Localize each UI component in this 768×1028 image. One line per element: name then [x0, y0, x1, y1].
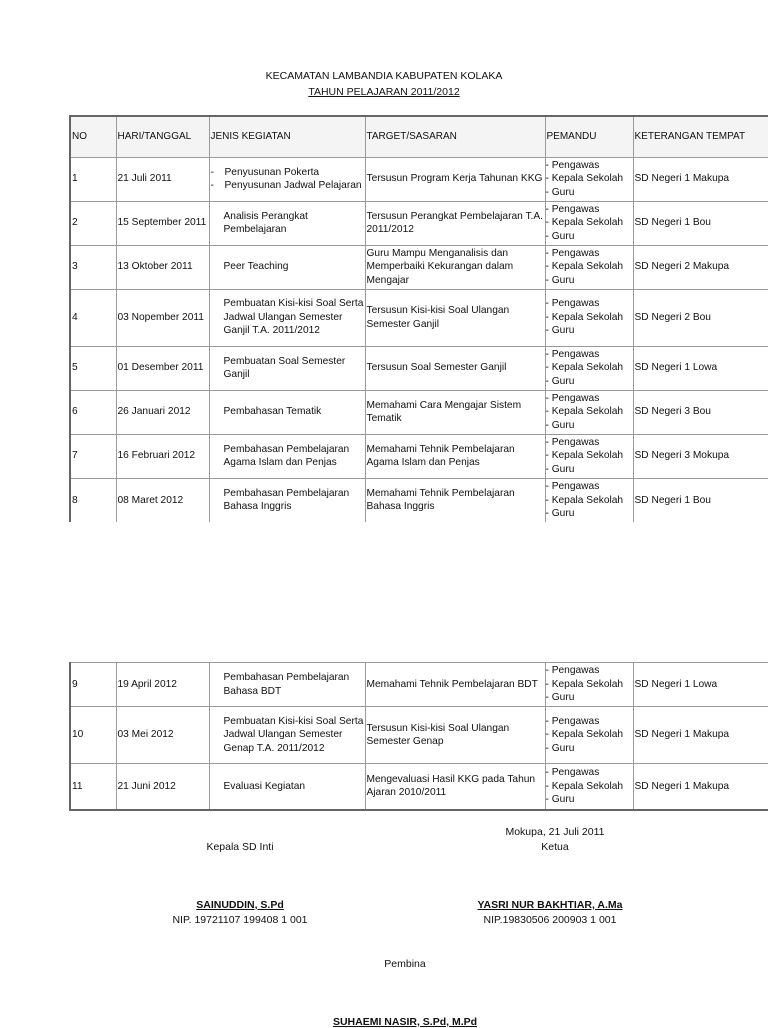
row-guides: [545, 201, 633, 245]
row-activity: Analisis Perangkat Pembelajaran: [209, 201, 365, 245]
place-date: Mokupa, 21 Juli 2011: [505, 826, 605, 838]
guide-item: - Guru: [545, 274, 575, 286]
row-no: 1: [70, 157, 116, 201]
guide-item: - Kepala Sekolah: [545, 406, 624, 418]
left-signer-title: Kepala SD Inti: [206, 841, 274, 853]
guide-item: - Pengawas: [545, 665, 600, 677]
row-guides: [545, 245, 633, 289]
row-activity: Pembuatan Kisi-kisi Soal Serta Jadwal Ulangan Semester Ganjil T.A. 2011/2012: [209, 289, 365, 346]
row-activity: Pembahasan Pembelajaran Bahasa BDT: [209, 663, 365, 707]
table-row: [70, 434, 768, 478]
guide-item: - Guru: [545, 419, 575, 431]
row-guides: [545, 707, 633, 764]
row-activity: Pembahasan Pembelajaran Bahasa Inggris: [209, 478, 365, 522]
row-guides: [545, 157, 633, 201]
row-guides: [545, 663, 633, 707]
row-target: Memahami Tehnik Pembelajaran Bahasa Inggris: [365, 478, 545, 522]
row-place: SD Negeri 2 Bou: [633, 289, 768, 346]
col-header-place: KETERANGAN TEMPAT: [633, 116, 768, 157]
guide-item: - Guru: [545, 508, 575, 519]
row-date: 21 Juni 2012: [116, 764, 209, 810]
guide-item: - Pengawas: [545, 715, 600, 727]
school-year-heading: TAHUN PELAJARAN 2011/2012: [308, 86, 460, 98]
row-target: Memahami Tehnik Pembelajaran BDT: [365, 663, 545, 707]
row-no: 6: [70, 390, 116, 434]
row-guides: [545, 289, 633, 346]
row-guides: [545, 434, 633, 478]
row-activity: Evaluasi Kegiatan: [209, 764, 365, 810]
left-signer-nip: NIP. 19721107 199408 1 001: [172, 914, 308, 926]
guide-item: - Guru: [545, 692, 575, 704]
row-date: 01 Desember 2011: [116, 346, 209, 390]
table-row: [70, 663, 768, 707]
row-target: Tersusun Soal Semester Ganjil: [365, 346, 545, 390]
guide-item: - Guru: [545, 794, 575, 805]
guide-item: - Guru: [545, 230, 575, 242]
row-date: 26 Januari 2012: [116, 390, 209, 434]
row-no: 10: [70, 707, 116, 764]
schedule-table-part-1: [69, 115, 768, 522]
guide-item: - Pengawas: [545, 392, 600, 404]
row-place: SD Negeri 2 Makupa: [633, 245, 768, 289]
row-target: Memahami Tehnik Pembelajaran Agama Islam dan Penjas: [365, 434, 545, 478]
row-target: Mengevaluasi Hasil KKG pada Tahun Ajaran 2010/2011: [365, 764, 545, 810]
col-header-target: TARGET/SASARAN: [365, 116, 545, 157]
row-place: SD Negeri 1 Makupa: [633, 157, 768, 201]
row-date: 03 Mei 2012: [116, 707, 209, 764]
row-place: SD Negeri 3 Bou: [633, 390, 768, 434]
row-no: 8: [70, 478, 116, 522]
row-no: 3: [70, 245, 116, 289]
table-header-row: [70, 116, 768, 157]
row-activity: [209, 157, 365, 201]
guide-item: - Guru: [545, 186, 575, 198]
right-signer-name: YASRI NUR BAKHTIAR, A.Ma: [477, 899, 623, 911]
row-guides: [545, 764, 633, 810]
guide-item: - Pengawas: [545, 348, 600, 360]
patron-name: SUHAEMI NASIR, S.Pd, M.Pd: [332, 1016, 478, 1028]
col-header-guide: PEMANDU: [545, 116, 633, 157]
guide-item: - Pengawas: [545, 436, 600, 448]
row-date: 15 September 2011: [116, 201, 209, 245]
guide-item: - Kepala Sekolah: [545, 362, 624, 374]
guide-item: - Kepala Sekolah: [545, 780, 624, 792]
col-header-no: NO: [70, 116, 116, 157]
table-row: [70, 346, 768, 390]
guide-item: - Kepala Sekolah: [545, 678, 624, 690]
row-no: 9: [70, 663, 116, 707]
guide-item: - Kepala Sekolah: [545, 311, 624, 323]
row-place: SD Negeri 1 Makupa: [633, 707, 768, 764]
row-no: 4: [70, 289, 116, 346]
guide-item: - Guru: [545, 375, 575, 387]
col-header-date: HARI/TANGGAL: [116, 116, 209, 157]
table-row: [70, 289, 768, 346]
table-row: [70, 157, 768, 201]
row-date: 13 Oktober 2011: [116, 245, 209, 289]
row-place: SD Negeri 1 Lowa: [633, 663, 768, 707]
guide-item: - Pengawas: [545, 203, 600, 215]
row-no: 7: [70, 434, 116, 478]
table-row: [70, 764, 768, 810]
row-place: SD Negeri 1 Makupa: [633, 764, 768, 810]
right-signer-nip: NIP.19830506 200903 1 001: [483, 914, 617, 926]
row-no: 5: [70, 346, 116, 390]
row-place: SD Negeri 1 Lowa: [633, 346, 768, 390]
guide-item: - Pengawas: [545, 481, 600, 492]
guide-item: - Guru: [545, 463, 575, 475]
row-target: Tersusun Kisi-kisi Soal Ulangan Semester Ganjil: [365, 289, 545, 346]
guide-item: - Pengawas: [545, 298, 600, 310]
row-target: Tersusun Kisi-kisi Soal Ulangan Semester Genap: [365, 707, 545, 764]
activity-item: - Penyusunan Jadwal Pelajaran: [211, 179, 364, 193]
row-date: 19 April 2012: [116, 663, 209, 707]
row-date: 21 Juli 2011: [116, 157, 209, 201]
table-row: [70, 478, 768, 522]
row-place: SD Negeri 3 Mokupa: [633, 434, 768, 478]
table-row: [70, 390, 768, 434]
row-activity: Peer Teaching: [209, 245, 365, 289]
row-date: 08 Maret 2012: [116, 478, 209, 522]
row-guides: [545, 390, 633, 434]
row-date: 03 Nopember 2011: [116, 289, 209, 346]
row-guides: [545, 478, 633, 522]
row-target: Memahami Cara Mengajar Sistem Tematik: [365, 390, 545, 434]
table-row: [70, 245, 768, 289]
activity-item: - Penyusunan Pokerta: [211, 166, 364, 180]
schedule-table-part-2: [69, 662, 768, 811]
row-activity: Pembuatan Kisi-kisi Soal Serta Jadwal Ulangan Semester Genap T.A. 2011/2012: [209, 707, 365, 764]
row-guides: [545, 346, 633, 390]
row-target: Tersusun Perangkat Pembelajaran T.A. 2011/2012: [365, 201, 545, 245]
left-signer-name: SAINUDDIN, S.Pd: [196, 899, 284, 911]
guide-item: - Pengawas: [545, 767, 600, 778]
guide-item: - Pengawas: [545, 247, 600, 259]
row-target: Tersusun Program Kerja Tahunan KKG: [365, 157, 545, 201]
row-date: 16 Februari 2012: [116, 434, 209, 478]
row-activity: Pembahasan Tematik: [209, 390, 365, 434]
table-row: [70, 201, 768, 245]
guide-item: - Kepala Sekolah: [545, 173, 624, 185]
table-row: [70, 707, 768, 764]
row-place: SD Negeri 1 Bou: [633, 478, 768, 522]
row-target: Guru Mampu Menganalisis dan Memperbaiki Kekurangan dalam Mengajar: [365, 245, 545, 289]
patron-title: Pembina: [384, 958, 426, 970]
right-signer-title: Ketua: [541, 841, 569, 853]
guide-item: - Pengawas: [545, 159, 600, 171]
row-place: SD Negeri 1 Bou: [633, 201, 768, 245]
guide-item: - Kepala Sekolah: [545, 729, 624, 741]
guide-item: - Kepala Sekolah: [545, 450, 624, 462]
row-activity: Pembuatan Soal Semester Ganjil: [209, 346, 365, 390]
row-no: 2: [70, 201, 116, 245]
guide-item: - Guru: [545, 325, 575, 337]
guide-item: - Guru: [545, 742, 575, 754]
guide-item: - Kepala Sekolah: [545, 217, 624, 229]
row-no: 11: [70, 764, 116, 810]
guide-item: - Kepala Sekolah: [545, 261, 624, 273]
col-header-activity: JENIS KEGIATAN: [209, 116, 365, 157]
guide-item: - Kepala Sekolah: [545, 494, 624, 506]
document-heading: KECAMATAN LAMBANDIA KABUPATEN KOLAKA: [265, 70, 503, 82]
row-activity: Pembahasan Pembelajaran Agama Islam dan Penjas: [209, 434, 365, 478]
